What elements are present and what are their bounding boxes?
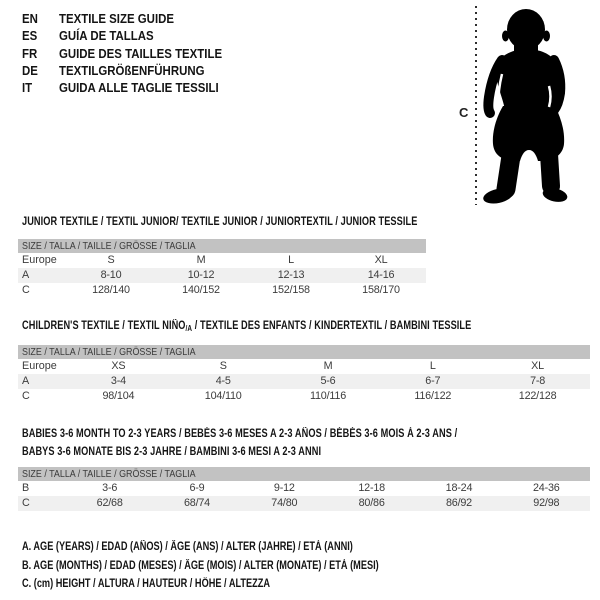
table-cell: 92/98 [533, 497, 560, 509]
table-cell: 110/116 [309, 390, 346, 402]
row-label: B [22, 482, 30, 494]
list-item [22, 10, 222, 27]
table-cell: 104/110 [204, 390, 242, 402]
table-cell: XL [531, 360, 544, 372]
table-row [18, 374, 590, 389]
guide-title: GUIDA ALLE TAGLIE TESSILI [58, 80, 219, 96]
row-label: Europe [22, 254, 57, 266]
table-cell: 128/140 [92, 284, 130, 296]
table-cell: 10-12 [187, 269, 215, 281]
table-cell: 68/74 [183, 497, 210, 509]
list-item [22, 27, 222, 44]
guide-title: GUIDE DES TAILLES TEXTILE [58, 45, 223, 61]
table-cell: 8-10 [100, 269, 122, 281]
table-row [18, 268, 426, 283]
children-title-subscript: /A [185, 324, 193, 333]
table-cell: 116/122 [414, 390, 452, 402]
size-header-bar [18, 239, 426, 253]
table-cell: 18-24 [445, 482, 473, 494]
table-cell: 7-8 [530, 375, 546, 387]
table-row [18, 481, 590, 496]
table-cell: M [196, 254, 206, 266]
legend-line-a: A. AGE (YEARS) / EDAD (AÑOS) / ÂGE (ANS) / ALTER (JAHRE) / ETÀ (ANNI) [22, 541, 353, 553]
babies-size-table [18, 467, 590, 511]
children-title-suffix: / TEXTILE DES ENFANTS / KINDERTEXTIL / BAMBINI TESSILE [192, 320, 472, 332]
junior-size-table [18, 239, 426, 298]
size-header-bar [18, 345, 590, 359]
table-cell: 6-7 [425, 375, 441, 387]
table-cell: 86/92 [445, 497, 472, 509]
table-cell: 14-16 [367, 269, 395, 281]
table-cell: S [107, 254, 115, 266]
guide-title: TEXTILE SIZE GUIDE [58, 11, 175, 26]
table-cell: 80/86 [358, 497, 385, 509]
table-cell: 74/80 [271, 497, 298, 509]
table-cell: 12-18 [358, 482, 385, 494]
table-row [18, 283, 426, 298]
table-cell: 3-6 [102, 482, 118, 494]
guide-title: GUÍA DE TALLAS [58, 28, 154, 44]
row-label: A [22, 375, 30, 387]
language-code: IT [22, 80, 33, 96]
table-cell: L [288, 254, 294, 266]
table-cell: XS [111, 360, 126, 372]
table-cell: 98/104 [102, 390, 135, 402]
children-size-table [18, 345, 590, 404]
row-label: C [22, 284, 30, 296]
table-row [18, 359, 590, 374]
table-cell: 3-4 [110, 375, 126, 387]
guide-title: TEXTILGRÖßENFÜHRUNG [58, 62, 205, 78]
table-cell: 5-6 [320, 375, 336, 387]
height-measure-label: C [459, 105, 469, 120]
size-header-bar [18, 467, 590, 481]
table-cell: S [219, 360, 227, 372]
table-cell: 6-9 [189, 482, 205, 494]
table-row [18, 389, 590, 404]
baby-silhouette [450, 0, 600, 210]
row-label: A [22, 269, 30, 281]
legend-line-b: B. AGE (MONTHS) / EDAD (MESES) / ÂGE (MOIS) / ALTER (MONATE) / ETÀ (MESI) [22, 559, 379, 572]
row-label: C [22, 390, 30, 402]
measurement-legend [22, 538, 468, 594]
language-code: FR [22, 45, 38, 61]
table-cell: 24-36 [532, 482, 560, 494]
row-label: Europe [22, 360, 57, 372]
table-cell: 62/68 [96, 497, 123, 509]
table-cell: L [429, 360, 436, 372]
children-section-title [22, 320, 471, 333]
babies-section-title-line2: BABYS 3-6 MONATE BIS 2-3 JAHRE / BAMBINI 3-6 MESI A 2-3 ANNI [22, 446, 322, 458]
table-cell: M [323, 360, 333, 372]
babies-section-title-line1: BABIES 3-6 MONTH TO 2-3 YEARS / BEBÉS 3-6 MESES A 2-3 AÑOS / BÉBÉS 3-6 MOIS À 2-3 ANS / [22, 428, 458, 440]
table-cell: 122/128 [518, 390, 557, 402]
table-cell: 140/152 [182, 284, 220, 296]
size-header-text: SIZE / TALLA / TAILLE / GRÖSSE / TAGLIA [22, 240, 196, 252]
table-cell: 12-13 [277, 269, 305, 281]
table-cell: 152/158 [272, 284, 310, 296]
row-label: C [22, 497, 30, 509]
size-header-text: SIZE / TALLA / TAILLE / GRÖSSE / TAGLIA [22, 346, 196, 358]
table-row [18, 496, 590, 511]
language-code: ES [22, 28, 38, 44]
table-cell: 158/170 [362, 284, 400, 296]
list-item [22, 79, 222, 96]
size-header-text: SIZE / TALLA / TAILLE / GRÖSSE / TAGLIA [22, 468, 196, 480]
legend-line-c: C. (cm) HEIGHT / ALTURA / HAUTEUR / HÖHE / ALTEZZA [22, 578, 271, 591]
list-item [22, 45, 222, 62]
table-cell: 4-5 [215, 375, 231, 387]
table-row [18, 253, 426, 268]
language-title-list [22, 10, 249, 96]
junior-section-title: JUNIOR TEXTILE / TEXTIL JUNIOR/ TEXTILE JUNIOR / JUNIORTEXTIL / JUNIOR TESSILE [22, 216, 418, 228]
children-title-prefix: CHILDREN'S TEXTILE / TEXTIL NIÑO [22, 320, 186, 332]
language-code: DE [22, 62, 38, 78]
list-item [22, 62, 222, 79]
language-code: EN [22, 11, 38, 26]
table-cell: 9-12 [273, 482, 295, 494]
table-cell: XL [374, 254, 388, 266]
